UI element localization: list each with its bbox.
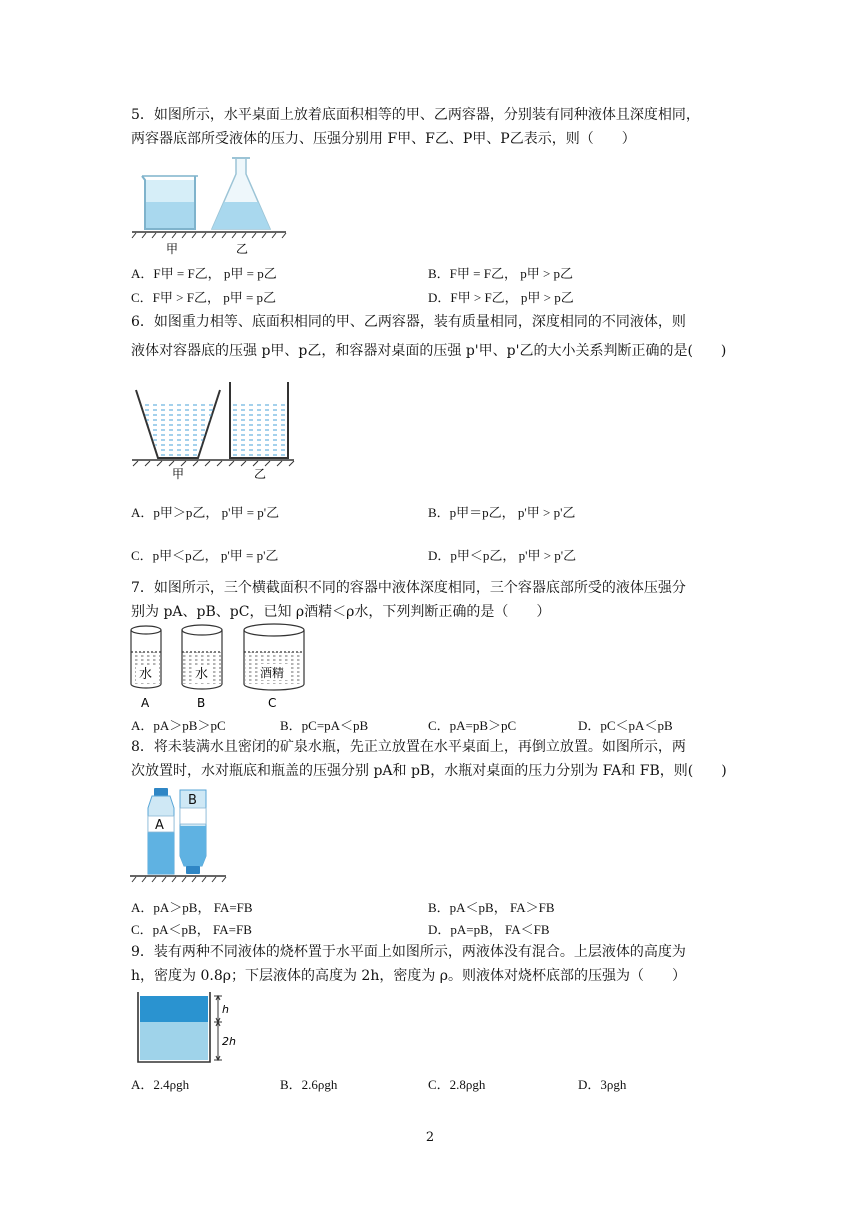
- q7-stem-line1: 7．如图所示，三个横截面积不同的容器中液体深度相同，三个容器底部所受的液体压强分: [131, 580, 686, 596]
- q6-label-yi: 乙: [254, 467, 267, 481]
- q6-stem-line1: 6．如图重力相等、底面积相同的甲、乙两容器，装有质量相同，深度相同的不同液体，则: [131, 314, 686, 330]
- q8-stem-line1: 8．将未装满水且密闭的矿泉水瓶，先正立放置在水平桌面上，再倒立放置。如图所示，两: [131, 739, 686, 755]
- q8-figure: [128, 786, 228, 886]
- q5-beaker: [142, 176, 198, 229]
- q6-figure: [128, 378, 298, 482]
- page-number: 2: [425, 1130, 435, 1145]
- q9-option-b[interactable]: B．2.6ρgh: [280, 1077, 338, 1092]
- q9-option-c[interactable]: C．2.8ρgh: [428, 1077, 486, 1092]
- q9-stem-line1: 9．装有两种不同液体的烧杯置于水平面上如图所示，两液体没有混合。上层液体的高度为: [131, 944, 686, 960]
- q7-figure: [128, 622, 308, 714]
- q9-beaker: [138, 992, 210, 1062]
- q6-container-left: [136, 390, 220, 458]
- q9-stem-line2: h，密度为 0.8ρ；下层液体的高度为 2h，密度为 ρ。则液体对烧杯底部的压强为（ ）: [131, 968, 687, 984]
- q6-option-b[interactable]: B．p甲＝p乙， p'甲 > p'乙: [428, 505, 576, 520]
- q5-stem-line2: 两容器底部所受液体的压力、压强分别用 F甲、F乙、P甲、P乙表示，则（ ）: [131, 131, 636, 147]
- q7-option-c[interactable]: C．pA=pB＞pC: [428, 718, 517, 733]
- q6-stem-line2: 液体对容器底的压强 p甲、p乙，和容器对桌面的压强 p'甲、p'乙的大小关系判断正确的是( ): [131, 343, 727, 359]
- q7-option-b[interactable]: B．pC=pA＜pB: [280, 718, 369, 733]
- q7-label-c: C: [268, 696, 277, 710]
- q7-stem-line2: 别为 pA、pB、pC，已知 ρ酒精＜ρ水，下列判断正确的是（ ）: [131, 604, 551, 620]
- q9-option-a[interactable]: A．2.4ρgh: [131, 1077, 190, 1092]
- q7-container-c: [244, 624, 304, 690]
- q9-dimension-lines: [214, 996, 222, 1060]
- q8-option-d[interactable]: D．pA=pB， FA＜FB: [428, 922, 550, 937]
- q9-label-2h: 2h: [222, 1035, 236, 1048]
- q7-label-b: B: [197, 696, 206, 710]
- q6-option-c[interactable]: C．p甲＜p乙， p'甲 = p'乙: [131, 548, 279, 563]
- q8-bottle-upright: [148, 788, 174, 874]
- q7-liquid-c: 酒精: [260, 666, 285, 680]
- q5-label-yi: 乙: [236, 242, 249, 256]
- q5-stem-line1: 5．如图所示，水平桌面上放着底面积相等的甲、乙两容器，分别装有同种液体且深度相同，: [131, 107, 700, 123]
- q8-stem-line2: 次放置时，水对瓶底和瓶盖的压强分别 pA和 pB，水瓶对桌面的压力分别为 FA和 FB，则( ): [131, 763, 727, 779]
- q7-option-d[interactable]: D．pC＜pA＜pB: [578, 718, 673, 733]
- q9-figure: [128, 988, 248, 1068]
- q8-label-a: A: [155, 818, 164, 833]
- q5-flask: [212, 158, 270, 229]
- q5-option-c[interactable]: C．F甲 > F乙， p甲 = p乙: [131, 290, 277, 305]
- q6-option-d[interactable]: D．p甲＜p乙， p'甲 > p'乙: [428, 548, 577, 563]
- q8-label-b: B: [188, 793, 197, 808]
- q9-label-h: h: [222, 1003, 229, 1016]
- q5-option-a[interactable]: A．F甲 = F乙， p甲 = p乙: [131, 266, 277, 281]
- q5-label-jia: 甲: [166, 242, 179, 256]
- q5-option-d[interactable]: D．F甲 > F乙， p甲 > p乙: [428, 290, 574, 305]
- q8-bottle-inverted: [180, 790, 206, 874]
- q7-option-a[interactable]: A．pA＞pB＞pC: [131, 718, 226, 733]
- q8-option-b[interactable]: B．pA＜pB， FA＞FB: [428, 900, 555, 915]
- q7-label-a: A: [141, 696, 150, 710]
- q9-option-d[interactable]: D．3ρgh: [578, 1077, 627, 1092]
- q7-liquid-a: 水: [139, 667, 153, 682]
- q7-liquid-b: 水: [195, 667, 209, 682]
- q5-option-b[interactable]: B．F甲 = F乙， p甲 > p乙: [428, 266, 574, 281]
- q8-option-c[interactable]: C．pA＜pB， FA=FB: [131, 922, 252, 937]
- q6-label-jia: 甲: [172, 467, 185, 481]
- q6-option-a[interactable]: A．p甲＞p乙， p'甲 = p'乙: [131, 505, 280, 520]
- q6-container-right: [230, 382, 288, 458]
- q5-figure: [128, 152, 288, 258]
- q8-option-a[interactable]: A．pA＞pB， FA=FB: [131, 900, 253, 915]
